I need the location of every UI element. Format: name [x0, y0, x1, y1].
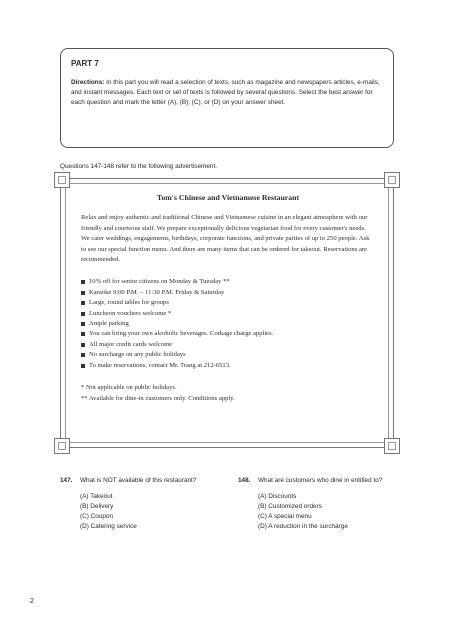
feature-text: Ample parking [89, 320, 129, 328]
square-bullet-icon [81, 353, 85, 357]
question-text: What is NOT available of this restaurant? [80, 477, 197, 484]
directions-text: In this part you will read a selection of texts, such as magazine and newspapers articles, e-mails, and instant messages. Each text or set of texts is followed by several questions. Select the best answer for each question and mark the letter (A), (B), (C), or (D) on your answer sheet. [71, 79, 380, 106]
advertisement-content [81, 193, 375, 404]
question-number: 148. [238, 477, 251, 484]
square-bullet-icon [81, 322, 85, 326]
ad-body: Relax and enjoy authentic and traditional Chinese and Vietnamese cuisine in an elegant atmosphere with our friendly and courteous staff. We prepare exceptionally delicious vegetarian food for every customer's needs. We cater weddings, engagements, birthdays, corporate functions, and private parties of up to 250 people. Ask to see our special function menu. And there are many items that can be ordered for takeout. Reservations are recommended. [81, 214, 370, 264]
feature-text: Large, round tables for groups [89, 299, 169, 307]
feature-text: 10% off for senior citizens on Monday & Tuesday ** [89, 278, 230, 286]
ornament-corner-bottom-right [384, 438, 400, 454]
question-number: 147. [60, 477, 73, 484]
answer-option: (D) A reduction in the surcharge [258, 522, 348, 530]
answer-options [80, 492, 210, 532]
square-bullet-icon [81, 291, 85, 295]
feature-text: No surcharge on any public holidays [89, 351, 186, 359]
part-title: PART 7 [71, 59, 99, 68]
directions-label: Directions: [71, 79, 105, 86]
feature-item [81, 350, 375, 360]
answer-option: (C) Coupon [80, 512, 114, 520]
ornament-corner-bottom-left [54, 438, 70, 454]
feature-item [81, 340, 375, 350]
feature-text: Luncheon vouchers welcome * [89, 309, 172, 317]
square-bullet-icon [81, 301, 85, 305]
feature-item [81, 329, 375, 339]
answer-option: (B) Delivery [80, 502, 114, 510]
feature-text: To make reservations, contact Mr. Trang at 212-6513. [89, 361, 231, 369]
ad-title: Tom's Chinese and Vietnamese Restaurant [156, 193, 300, 202]
feature-item [81, 309, 375, 319]
square-bullet-icon [81, 343, 85, 347]
answer-option: (A) Discounts [258, 492, 297, 500]
question-148 [238, 476, 388, 532]
question-147 [60, 476, 210, 532]
feature-item [81, 277, 375, 287]
feature-text: Karaoke 9:00 P.M. – 11:30 P.M. Friday & Saturday [89, 288, 225, 296]
answer-option: (B) Customized orders [258, 502, 322, 510]
page-number: 2 [30, 598, 34, 605]
answer-option: (C) A special menu [258, 512, 312, 520]
square-bullet-icon [81, 312, 85, 316]
directions [71, 78, 383, 108]
question-text: What are customers who dine in entitled to? [258, 477, 383, 484]
answer-option: (A) Takeout [80, 492, 113, 500]
feature-text: All major credit cards welcome [89, 340, 173, 348]
ornament-corner-top-left [54, 172, 70, 188]
questions-reference: Questions 147-148 refer to the following advertisement. [60, 163, 218, 170]
part-instructions-box [60, 48, 394, 148]
answer-option: (D) Catering service [80, 522, 137, 530]
feature-item [81, 361, 375, 371]
answer-options [258, 492, 388, 532]
square-bullet-icon [81, 332, 85, 336]
square-bullet-icon [81, 364, 85, 368]
feature-item [81, 288, 375, 298]
advertisement-frame [60, 178, 394, 448]
footnote: ** Available for dine-in customers only. Conditions apply. [81, 394, 235, 402]
ornament-corner-top-right [384, 172, 400, 188]
feature-item [81, 319, 375, 329]
footnote: * Not applicable on public holidays. [81, 384, 177, 392]
square-bullet-icon [81, 280, 85, 284]
feature-item [81, 298, 375, 308]
feature-text: You can bring your own alcoholic beverages. Corkage charge applies. [89, 330, 274, 338]
feature-list [81, 277, 375, 371]
